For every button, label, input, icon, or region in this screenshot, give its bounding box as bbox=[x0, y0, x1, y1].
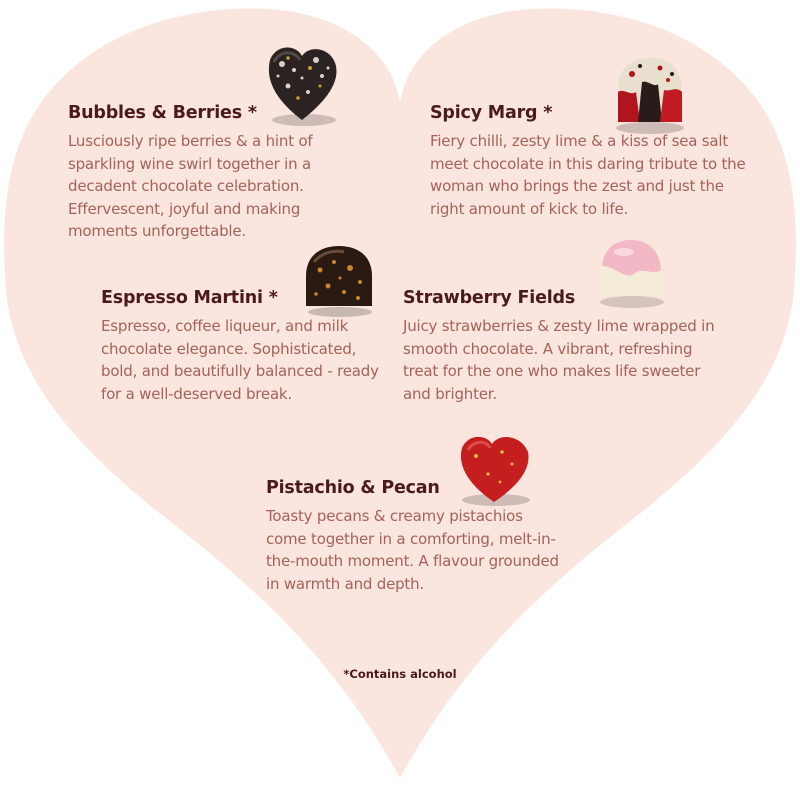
chocolate-name: Bubbles & Berries * bbox=[68, 103, 257, 123]
chocolate-description: Toasty pecans & creamy pistachios come together in a comforting, melt-in-the-mouth moment. A flavour grounded in warmth and depth. bbox=[266, 507, 559, 593]
chocolate-name: Espresso Martini * bbox=[101, 288, 278, 308]
chocolate-item-espresso-martini bbox=[101, 288, 393, 405]
chocolate-description: Juicy strawberries & zesty lime wrapped in smooth chocolate. A vibrant, refreshing treat for the one who makes life sweeter and brighter. bbox=[403, 317, 715, 403]
chocolate-description: Espresso, coffee liqueur, and milk chocolate elegance. Sophisticated, bold, and beautifully balanced - ready for a well-deserved break. bbox=[101, 317, 379, 403]
chocolate-item-spicy-marg bbox=[430, 103, 746, 220]
chocolate-description: Lusciously ripe berries & a hint of sparkling wine swirl together in a decadent chocolate celebration. Effervescent, joyful and making moments unforgettable. bbox=[68, 132, 313, 240]
chocolate-description: Fiery chilli, zesty lime & a kiss of sea salt meet chocolate in this daring tribute to the woman who brings the zest and just the right amount of kick to life. bbox=[430, 132, 746, 218]
chocolate-name: Spicy Marg * bbox=[430, 103, 553, 123]
chocolate-item-bubbles-berries bbox=[68, 103, 368, 243]
alcohol-footnote: *Contains alcohol bbox=[343, 667, 457, 681]
chocolate-name: Pistachio & Pecan bbox=[266, 478, 440, 498]
chocolate-name: Strawberry Fields bbox=[403, 288, 576, 308]
chocolate-item-pistachio-pecan bbox=[266, 478, 566, 595]
chocolate-item-strawberry-fields bbox=[403, 288, 723, 405]
